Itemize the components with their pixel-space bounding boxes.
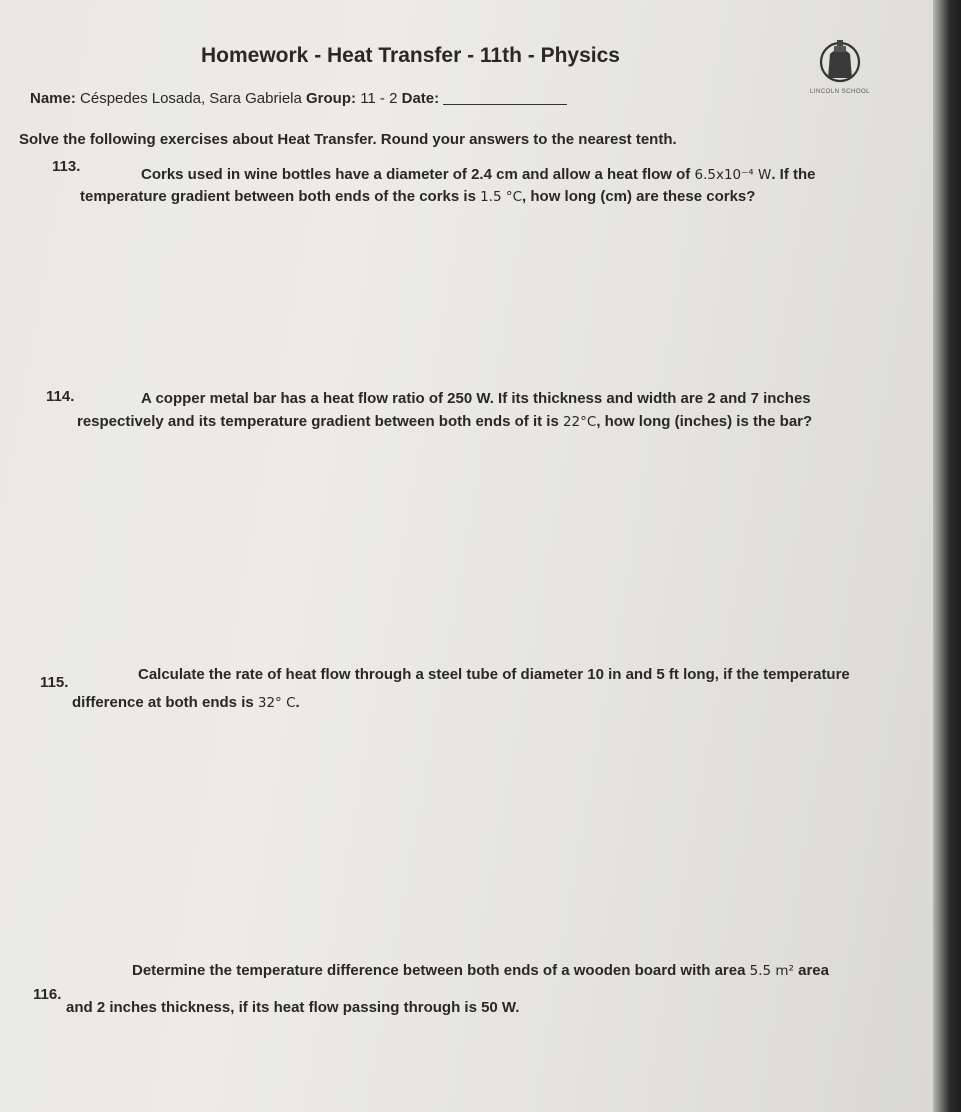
question-114-gradient: 22°C <box>562 414 597 430</box>
question-113-heat-flow: 6.5x10⁻⁴ W <box>694 167 772 183</box>
question-115-temp-difference: 32° C <box>257 695 296 711</box>
worksheet-title: Homework - Heat Transfer - 11th - Physics <box>201 44 620 67</box>
question-116-area: 5.5 m² <box>749 963 794 979</box>
question-114-line2: respectively and its temperature gradient between both ends of it is 22°C, how long (inches) is the bar? <box>77 413 813 430</box>
question-113-gradient: 1.5 °C <box>480 189 523 205</box>
question-113-line2: temperature gradient between both ends of the corks is 1.5 °C, how long (cm) are these corks? <box>80 188 756 205</box>
name-value: Céspedes Losada, Sara Gabriela <box>80 90 302 107</box>
question-116-number: 116. <box>33 986 62 1003</box>
question-116-line2: and 2 inches thickness, if its heat flow passing through is 50 W. <box>66 999 520 1016</box>
question-115-number: 115. <box>40 674 69 691</box>
school-logo-text: LINCOLN SCHOOL <box>809 89 870 95</box>
date-label: Date: <box>401 90 440 107</box>
group-value: 11 - 2 <box>360 90 398 107</box>
question-115-line1: Calculate the rate of heat flow through a steel tube of diameter 10 in and 5 ft long, if the temperature <box>138 666 850 683</box>
student-info-line <box>30 90 567 107</box>
question-115-line2: difference at both ends is 32° C. <box>72 694 300 711</box>
question-114-number: 114. <box>46 388 75 405</box>
question-113-number: 113. <box>52 158 81 175</box>
question-113-line1: Corks used in wine bottles have a diameter of 2.4 cm and allow a heat flow of 6.5x10⁻⁴ W. If the <box>141 166 816 183</box>
name-label: Name: <box>30 90 76 107</box>
question-116-line1: Determine the temperature difference between both ends of a wooden board with area 5.5 m² area <box>132 962 829 979</box>
desk-edge-shadow <box>933 0 961 1112</box>
date-blank-line <box>443 104 567 105</box>
question-114-line1: A copper metal bar has a heat flow ratio of 250 W. If its thickness and width are 2 and 7 inches <box>141 390 811 407</box>
group-label: Group: <box>306 90 357 107</box>
instructions: Solve the following exercises about Heat Transfer. Round your answers to the nearest tenth. <box>19 131 677 148</box>
